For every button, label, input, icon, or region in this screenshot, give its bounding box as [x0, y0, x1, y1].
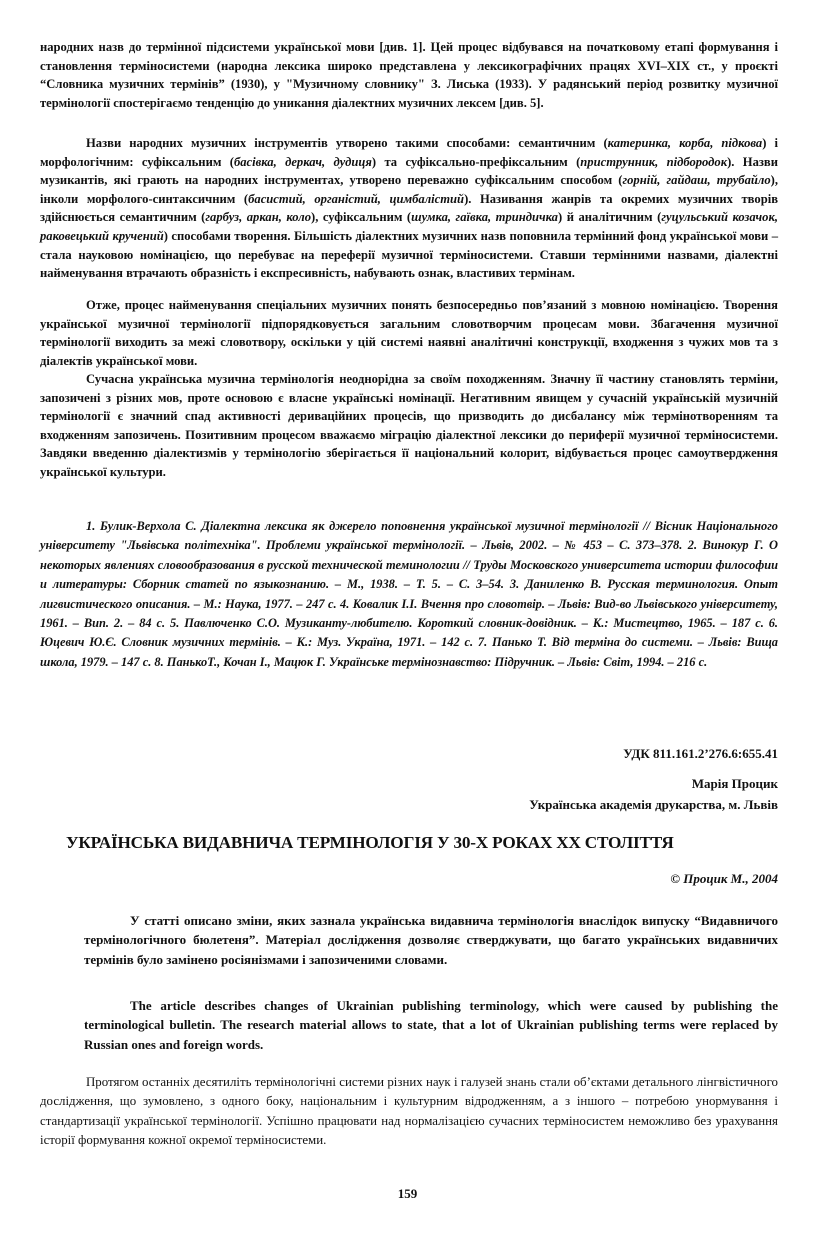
body-paragraph-4	[40, 370, 778, 482]
paragraph-text: ), інколи морфолого-синтаксичним (	[40, 173, 778, 206]
italic-example-terms: катеринка, корба, підкова	[607, 136, 763, 150]
italic-example-terms: гарбуз, аркан, коло	[205, 210, 312, 225]
intro-paragraph: Протягом останніх десятиліть термінологічні системи різних наук і галузей знань стали об’єктами детального лінгвістичного дослідження, що зумовлено, з одного боку, національним і культурним відродженням, а з іншого – потребою унормування і стандартизації української термінології. Успішно працювати над нормалізацією сучасних терміносистем неможливо без урахування історії формування кожної окремої терміносистеми.	[40, 1075, 778, 1148]
abstract-ukrainian: У статті описано зміни, яких зазнала українська видавнича термінологія внаслідок випуску “Видавничого термінологічного бюлетеня”. Матеріал дослідження дозволяє стверджувати, що багато українських видавничих термінів було замінено росіянізмами і запозиченими словами.	[84, 913, 778, 967]
body-paragraph-3	[40, 296, 778, 370]
paragraph-text: ) і морфологічним: суфіксальним (	[40, 136, 778, 169]
paragraph-text: ) способами творення. Більшість діалектних музичних назв поповнила термінний фонд української мови – стала науковою номінацією, що перебуває на переферії музичної терміносистеми. Ставши термінними назвами, діалектні найменування втрачають образність і експресивність, набувають ознак, властивих термінам.	[40, 228, 778, 281]
italic-example-terms: басистий, органістий, цимбалістий	[248, 191, 465, 206]
paragraph-text: ) та суфіксально-префіксальним (	[371, 154, 581, 169]
paragraph-text: Сучасна українська музична термінологія неоднорідна за своїм походженням. Значну її частину становлять терміни, запозичені з різних мов, проте основою є власне українські номінації. Негативним явищем у сучасній українській музичній термінології є значний спад активності дериваційних процесів, що призводить до дисбалансу між термінотворенням та входженням запозичень. Позитивним процесом вважаємо міграцію діалектної лексики до периферії музичної терміносистеми. Завдяки введенню діалектизмів у термінологію зберігається її національний колорит, відбувається процес самоутвердження української культури.	[40, 372, 778, 479]
author-name: Марія Процик	[691, 776, 778, 791]
copyright-line: © Процик М., 2004	[670, 871, 778, 886]
page-number: 159	[397, 1186, 418, 1201]
paragraph-text: народних назв до термінної підсистеми української мови [див. 1]. Цей процес відбувався на початковому етапі формування і становлення терміносистеми (народна лексика широко представлена у лексикографічних працях XVI–XIX ст., у проєкті “Словника музичних термінів” (1930), у "Музичному словнику" З. Лиська (1933). У радянський період розвитку музичної термінології спостерігаємо тенденцію до уникання діалектних музичних лексем [див. 5].	[40, 40, 778, 110]
paragraph-text: ), суфіксальним (	[311, 210, 412, 225]
italic-example-terms: гуцульський козачок, раковецький кручений	[40, 210, 778, 243]
paragraph-text: ). Назви музикантів, які грають на народних інструментах, утворено переважно суфіксальним способом (	[40, 154, 778, 188]
italic-example-terms: шумка, гаївка, триндичка	[411, 210, 558, 225]
italic-example-terms: басівка, деркач, дудиця	[233, 154, 372, 169]
article-title: УКРАЇНСЬКА ВИДАВНИЧА ТЕРМІНОЛОГІЯ У 30-Х РОКАХ ХХ СТОЛІТТЯ	[66, 833, 674, 852]
italic-example-terms: горній, гайдаш, трубайло	[622, 173, 771, 188]
body-paragraph-2	[40, 134, 778, 283]
author-affiliation: Українська академія друкарства, м. Львів	[529, 797, 778, 812]
paragraph-text: Назви народних музичних інструментів утворено такими способами: семантичним (	[86, 136, 608, 150]
paragraph-text: Отже, процес найменування спеціальних музичних понять безпосередньо пов’язаний з мовною номінацією. Творення української музичної термінології підпорядковується загальним словотворчим процесам мови. Збагачення музичної термінології виходить за межі словотвору, оскільки у цій системі наявні аналітичні конструкції, входження з чужих мов та з діалектів української мови.	[40, 298, 778, 368]
references-list: 1. Булик-Верхола С. Діалектна лексика як джерело поповнення української музичної термінології // Вісник Національного університету "Львівська політехніка". Проблеми української термінології. – Львів, 2002. – № 453 – С. 373–378. 2. Винокур Г. О некоторых явлениях словообразования в русской технической теминологии // Труды Московского университета истории философии и литературы: Сборник статей по языкознанию. – М., 1938. – Т. 5. – С. 3–54. 3. Даниленко В. Русская терминология. Опыт лигвистического описания. – М.: Наука, 1977. – 247 с. 4. Ковалик І.І. Вчення про словотвір. – Львів: Вид-во Львівського університету, 1961. – Вип. 2. – 84 с. 5. Павлюченко С.О. Музиканту-любителю. Короткий словник-довідник. – К.: Мистецтво, 1965. – 187 с. 6. Юцевич Ю.Є. Словник музичних термінів. – К.: Муз. Україна, 1971. – 142 с. 7. Панько Т. Від терміна до системи. – Львів: Вища школа, 1979. – 147 с. 8. ПанькоТ., Кочан І., Мацюк Г. Українське термінознавство: Підручник. – Львів: Світ, 1994. – 216 с.	[40, 519, 778, 669]
italic-example-terms: приструнник, підбородок	[580, 154, 728, 169]
body-paragraph-1	[40, 38, 778, 112]
abstract-english: The article describes changes of Ukrainian publishing terminology, which were caused by publishing the terminological bulletin. The research material allows to state, that a lot of Ukrainian publishing terms were replaced by Russian ones and foreign words.	[84, 998, 778, 1052]
paragraph-text: ) й аналітичним (	[557, 210, 662, 225]
paragraph-text: ). Називання жанрів та окремих музичних творів здійснюється семантичним (	[40, 191, 778, 225]
udk-code: УДК 811.161.2’276.6:655.41	[623, 746, 778, 761]
